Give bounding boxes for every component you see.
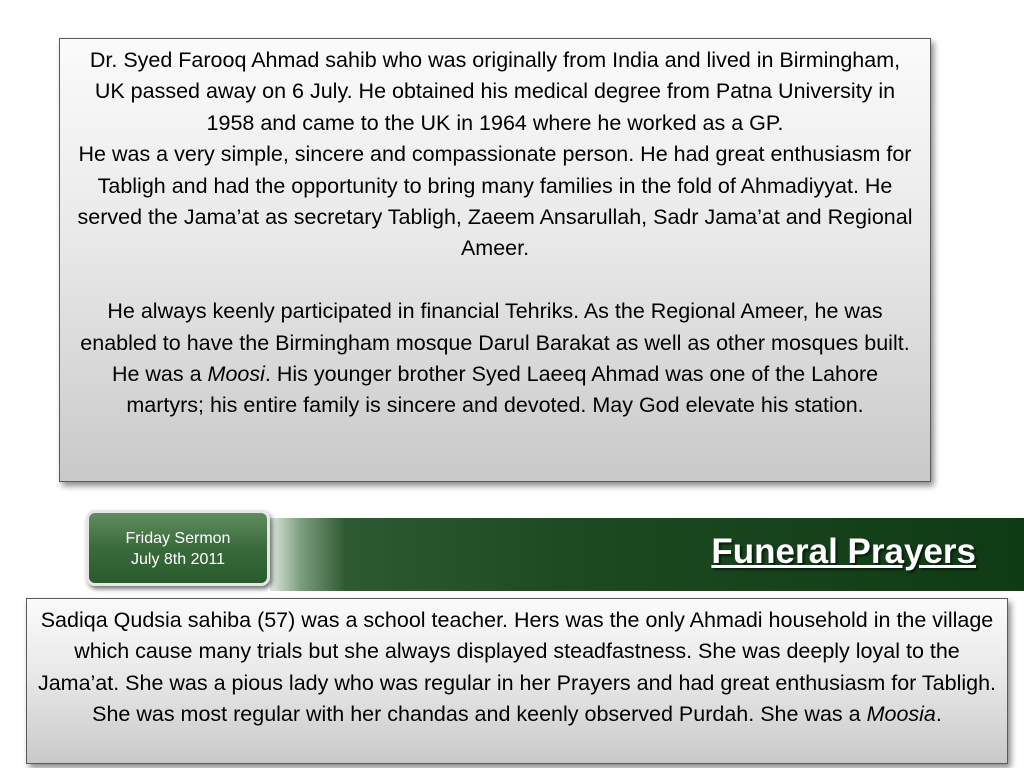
obituary-paragraph-2: He was a very simple, sincere and compassionate person. He had great enthusiasm for Tabligh and had the opportunity to bring many families in the fold of Ahmadiyyat. He served the Jama’at as secretary Tabligh, Zaeem Ansarullah, Sadr Jama’at and Regional Ameer. xyxy=(77,142,913,261)
obituary-box-sadiqa-qudsia xyxy=(26,598,1008,764)
paragraph-spacer xyxy=(74,265,916,296)
badge-line-1: Friday Sermon xyxy=(125,530,231,547)
bottom-text-start: Sadiqa Qudsia sahiba (57) was a school teacher. Hers was the only Ahmadi household in the village which cause many trials but she always displayed steadfastness. She was deeply loyal to the Jama’at. She was a pious lady who was regular in her Prayers and had great enthusiasm for Tabligh. She was most regular with her chandas and keenly observed Purdah. She was a xyxy=(37,608,997,727)
obituary-paragraph-3-end: . His younger brother Syed Laeeq Ahmad was one of the Lahore martyrs; his entire family is sincere and devoted. May God elevate his station. xyxy=(126,362,879,418)
page-title: Funeral Prayers xyxy=(711,532,976,571)
obituary-paragraph-3-start: He always keenly participated in financial Tehriks. As the Regional Ameer, he was enabled to have the Birmingham mosque Darul Barakat as well as other mosques built. He was a xyxy=(80,299,910,387)
obituary-box-farooq-ahmad xyxy=(59,38,931,482)
obituary-paragraph-3 xyxy=(74,296,916,422)
bottom-text-end: . xyxy=(935,702,942,727)
obituary-paragraph-3-italic: Moosi xyxy=(207,362,265,387)
title-banner xyxy=(270,518,1024,591)
obituary-paragraph-bottom xyxy=(37,605,997,731)
obituary-paragraph-1: Dr. Syed Farooq Ahmad sahib who was originally from India and lived in Birmingham, UK passed away on 6 July. He obtained his medical degree from Patna University in 1958 and came to the UK in 1964 where he worked as a GP. xyxy=(89,48,901,135)
bottom-text-italic: Moosia xyxy=(866,702,936,727)
badge-line-2: July 8th 2011 xyxy=(131,551,225,568)
sermon-date-badge xyxy=(86,510,270,586)
